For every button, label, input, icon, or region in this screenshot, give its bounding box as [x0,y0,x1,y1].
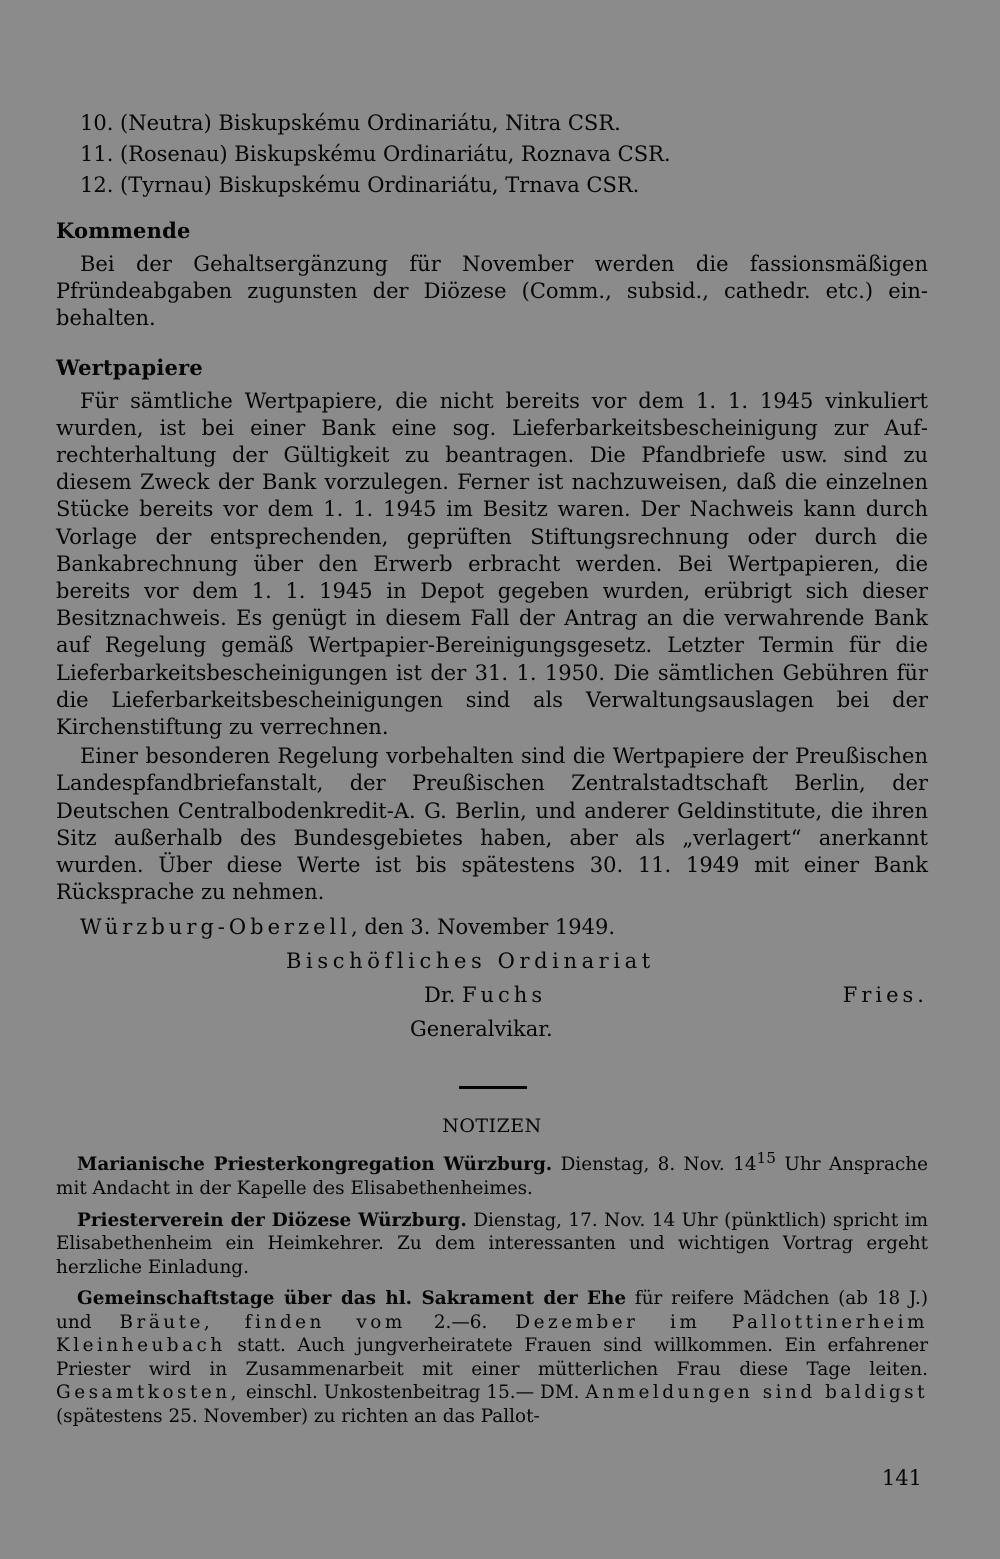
note-item [56,1147,928,1200]
cosigner-name: Fries. [842,983,928,1008]
list-item-text: (Tyrnau) Biskupskému Ordinariátu, Trnava CSR. [120,173,640,197]
signer-title: Dr. [424,983,456,1008]
signer-name: Fuchs [461,983,547,1008]
wertpapiere-paragraph-2: Einer besonderen Regelung vorbehalten sind die Wertpapiere der Preußischen Landespfandbriefanstalt, der Preußischen Zentralstadtschaft Berlin, der Deutschen Centralbodenkredit-A. G. Berlin, und anderer Geldinstitute, die ihren Sitz außerhalb des Bundesgebietes haben, aber als „verlagert“ anerkannt wurden. Über diese Werte ist bis spätestens 30. 11. 1949 mit einer Bank Rücksprache zu nehmen. [56,744,928,905]
note-text: (spätestens 25. November) zu richten an das Pallot- [56,1405,540,1427]
list-item [80,108,928,139]
signer-line [424,978,546,1012]
place-date-line [80,910,615,944]
list-item [80,139,928,170]
signature-block [56,910,928,1046]
list-item [80,170,928,201]
kommende-paragraph: Bei der Gehaltsergänzung für November werden die fassionsmäßigen Pfründeabgaben zugunsten der Diözese (Comm., subsid., cathedr. etc.) einbehalten. [56,252,928,331]
note-text: für reifere Mädchen (ab 18 J.) und [56,1288,929,1333]
section-heading-kommende: Kommende [56,218,191,243]
note-text: einschl. Unkostenbeitrag 15.— DM. [239,1382,586,1404]
notizen-list [56,1147,928,1428]
document-page [56,108,928,1436]
note-spaced-text: Bräute, finden vom [119,1311,406,1333]
note-spaced-text: Dezember im Pallottinerheim Kleinheubach [56,1311,928,1357]
page-number: 141 [881,1466,922,1490]
notizen-heading: NOTIZEN [442,1115,542,1138]
note-item [56,1209,928,1280]
list-item-number: 12. [80,173,114,197]
list-item-text: (Neutra) Biskupskému Ordinariátu, Nitra CSR. [120,111,621,135]
note-spaced-text: Gesamtkosten, [56,1382,240,1404]
wertpapiere-paragraph-1: Für sämtliche Wertpapiere, die nicht bereits vor dem 1. 1. 1945 vinkuliert wurden, ist bei einer Bank eine sog. Lieferbarkeitsbescheinigung zur Aufrechterhaltung der Gültigkeit zu beantragen. Die Pfandbriefe usw. sind zu diesem Zweck der Bank vorzulegen. Ferner ist nachzuweisen, daß die einzelnen Stücke bereits vor dem 1. 1. 1945 im Besitz waren. Der Nachweis kann durch Vorlage der entsprechenden, geprüften Stiftungsrechnung oder durch die Bankabrechnung über den Erwerb erbracht werden. Bei Wertpapieren, die bereits vor dem 1. 1. 1945 in Depot gegeben wurden, erübrigt sich dieser Besitznachweis. Es genügt in diesem Fall der Antrag an die verwahrende Bank auf Regelung gemäß Wertpapier-Bereinigungsgesetz. Letzter Termin für die Lieferbarkeitsbescheinigungen ist der 31. 1. 1950. Die sämtlichen Gebühren für die Lieferbarkeitsbescheinigungen sind als Verwaltungsauslagen bei der Kirchenstiftung zu verrechnen. [56,388,928,740]
note-item [56,1287,928,1428]
note-time-superscript: 15 [756,1149,777,1168]
note-title: Gemeinschaftstage über das hl. Sakrament der Ehe [77,1288,627,1310]
note-text: statt. Auch jungverheiratete Frauen sind willkommen. Ein erfahrener Priester wird in Zusammenarbeit mit einer mütterlichen Frau diese Tage leiten. [56,1335,928,1380]
note-title: Marianische Priesterkongregation Würzburg. [77,1154,553,1176]
date-text: , den 3. November 1949. [350,915,616,940]
note-text: 2.—6. [405,1311,516,1333]
place-name: Würzburg-Oberzell [80,915,351,940]
note-title: Priesterverein der Diözese Würzburg. [77,1209,467,1231]
list-item-number: 11. [80,142,114,166]
section-heading-wertpapiere: Wertpapiere [56,354,203,380]
section-divider [459,1086,527,1089]
list-item-text: (Rosenau) Biskupskému Ordinariátu, Roznava CSR. [120,142,671,166]
note-text: Dienstag, 8. Nov. 14 [552,1154,757,1176]
signer-role: Generalvikar. [410,1017,553,1042]
list-item-number: 10. [80,111,114,135]
diocese-address-list [80,108,928,201]
office-name: Bischöfliches Ordinariat [286,949,655,974]
note-text: Uhr Ansprache mit Andacht in der Kapelle des Elisabethenheimes. [56,1154,928,1200]
note-text: Dienstag, 17. Nov. 14 Uhr (pünktlich) spricht im Elisabethenheim ein Heimkehrer. Zu dem interessanten und wichtigen Vortrag ergeht herzliche Einladung. [56,1209,929,1278]
note-spaced-text: Anmeldungen sind baldigst [585,1382,928,1404]
